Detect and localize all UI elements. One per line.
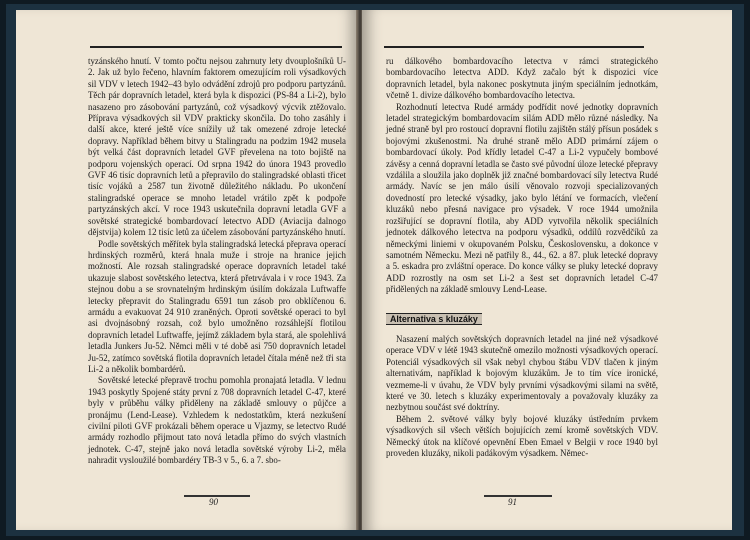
right-page-body-bottom — [386, 334, 658, 459]
paragraph: Sovětské letecké přepravě trochu pomohla pronajatá letadla. V lednu 1943 poskytly Spojené státy první z 708 dopravních letadel C-47, které byly v průběhu války přiděleny na základě smlouvy o půjčce a pronájmu (Lend-Lease). Vzhledem k nedostatkům, která nezkušení civilní piloti GVF prokázali během operace u Vjazmy, se letectvo Rudé armády rozhodlo přijmout tato nová letadla přímo do svých vlastních jednotek. C-47, stejně jako nová letadla sovětské výroby Li-2, měla nahradit vysloužilé bombardéry TB-3 v 5., 6. a 7. sbo- — [88, 375, 346, 466]
page-number: 91 — [508, 497, 517, 507]
paragraph: ru dálkového bombardovacího letectva v rámci strategického bombardovacího letectva ADD. Když začalo být k dispozici více dopravních letadel, byla nakonec poskytnuta jiným speciálním jednotkám, včetně 1. divize dálkového bombardovacího letectva. — [386, 56, 658, 101]
paragraph: Nasazení malých sovětských dopravních letadel na jiné než výsadkové operace VDV v létě 1943 skutečně omezilo možnosti výsadkových operací. Potenciál výsadkových sil však nebyl chybou štábu VDV tlačen k jiným alternativám, například k bojovým kluzákům. Je to tím více ironické, vezmeme-li v úvahu, že VDV byly prvními výsadkovými silami na světě, které ve 30. letech s kluzáky experimentovaly a považovaly kluzáky za nezbytnou součást své doktríny. — [386, 334, 658, 413]
right-page-body-top — [386, 56, 658, 296]
left-page-body — [88, 56, 346, 467]
open-book — [6, 4, 744, 536]
section-heading: Alternativa s kluzáky — [386, 313, 482, 325]
paragraph: Podle sovětských měřítek byla stalingradská letecká přeprava operací hrdinských rozměrů, která hnala muže i stroje na hranice jejich možností. Ale rozsah stalingradské operace dopravních letadel také ukazuje slabost sovětského letectva, která přetrvávala i v roce 1943. Za stejnou dobu a se srovnatelným hrdinským úsilím dokázala Luftwaffe letecky přepravit do Stalingradu 6591 tun zásob pro obklíčenou 6. armádu a evakuovat 24 910 zraněných. Oproti sovětské operaci to byl asi dvojnásobný rozsah, což bylo umožněno rozsáhlejší flotilou dopravních letadel Luftwaffe, jejímž základem byla stará, ale spolehlivá letadla Junkers Ju-52. Němci měli v té době asi 750 dopravních letadel Ju-52, zatímco sovětská flotila dopravních letadel čítala méně než tři sta Li-2 a několik bombardérů. — [88, 238, 346, 374]
page-number: 90 — [209, 497, 218, 507]
paragraph: Během 2. světové války byly bojové kluzáky ústředním prvkem výsadkových sil všech větších bojujících zemí kromě sovětských VDV. Německý útok na klíčové opevnění Eben Emael v Belgii v roce 1940 byl proveden kluzáky, nikoli padákovým výsadkem. Němec- — [386, 413, 658, 459]
paragraph: Rozhodnutí letectva Rudé armády podřídit nové jednotky dopravních letadel strategickým bombardovacím silám ADD mělo různé následky. Na jedné straně byl pro rostoucí dopravní flotilu zajištěn stálý přísun posádek s bojovými zkušenostmi. Na druhé straně mělo ADD primární zájem o bombardovací úkoly. Pod křídly letadel C-47 a Li-2 vypučely bombové závěsy a cenná dopravní letadla se často své původní úloze letecké přepravy vzdálila a sloužila jako doplněk již značné bombardovací síly letectva Rudé armády. Navíc se jen málo úsilí věnovalo rozvoji specializovaných dovedností pro letecké výsadky, jako bylo létání ve formacích, vlečení kluzáků nebo přesná navigace pro výsadek. V roce 1944 umožnila rozšiřující se dopravní flotila, aby ADD vytvořila několik speciálních jednotek dálkového letectva na podporu výsadků, oddílů rozvědčíků za německými liniemi v okupovaném Polsku, Československu, a dokonce v samotném Německu. Mezi ně patřily 8., 44., 62. a 87. pluk letecké dopravy a 5. eskadra pro zvláštní operace. Do konce války se pluky letecké dopravy ADD rozrostly na osm set Li-2 a šest set dopravních letadel C-47 přidělených na základě smlouvy Lend-Lease. — [386, 101, 658, 295]
footer-line — [484, 495, 552, 497]
right-page — [362, 10, 732, 530]
top-rule — [90, 46, 342, 48]
left-page — [16, 10, 358, 530]
paragraph: tyzánského hnutí. V tomto počtu nejsou zahrnuty lety dvouplošníků U-2. Jak už bylo řečeno, hlavním faktorem omezujícím roli výsadkových sil VDV v letech 1942–43 bylo odvádění zdrojů pro podporu partyzánů. Těch pár dopravních letadel, která byla k dispozici (PS-84 a Li-2), bylo nasazeno pro zásobování partyzánů, což výsadkový výcvik ztěžovalo. Příprava výsadkových sil VDV prakticky skončila. Do toho zasáhly i další akce, které ještě více snížily už tak omezené zdroje letecké dopravy. Například během bitvy u Stalingradu na podzim 1942 musela být velká část dopravních letadel GVF převelena na toto bojiště na podporu vojenských operací. Od srpna 1942 do února 1943 provedlo GVF 46 tisíc dopravních letů a přepravilo do stalingradské oblasti třicet tisíc vojáků a 2587 tun životně důležitého nákladu. Po ukončení stalingradské operace se mnoho letadel vrátilo zpět k podpoře partyzánských akcí. V roce 1943 uskutečnila dopravní letadla GVF a sovětské strategické bombardovací letectvo ADD (Aviacija dalnogo dějstvija) kolem 12 tisíc letů za účelem zásobování partyzánského hnutí. — [88, 56, 346, 238]
top-rule — [384, 46, 644, 48]
